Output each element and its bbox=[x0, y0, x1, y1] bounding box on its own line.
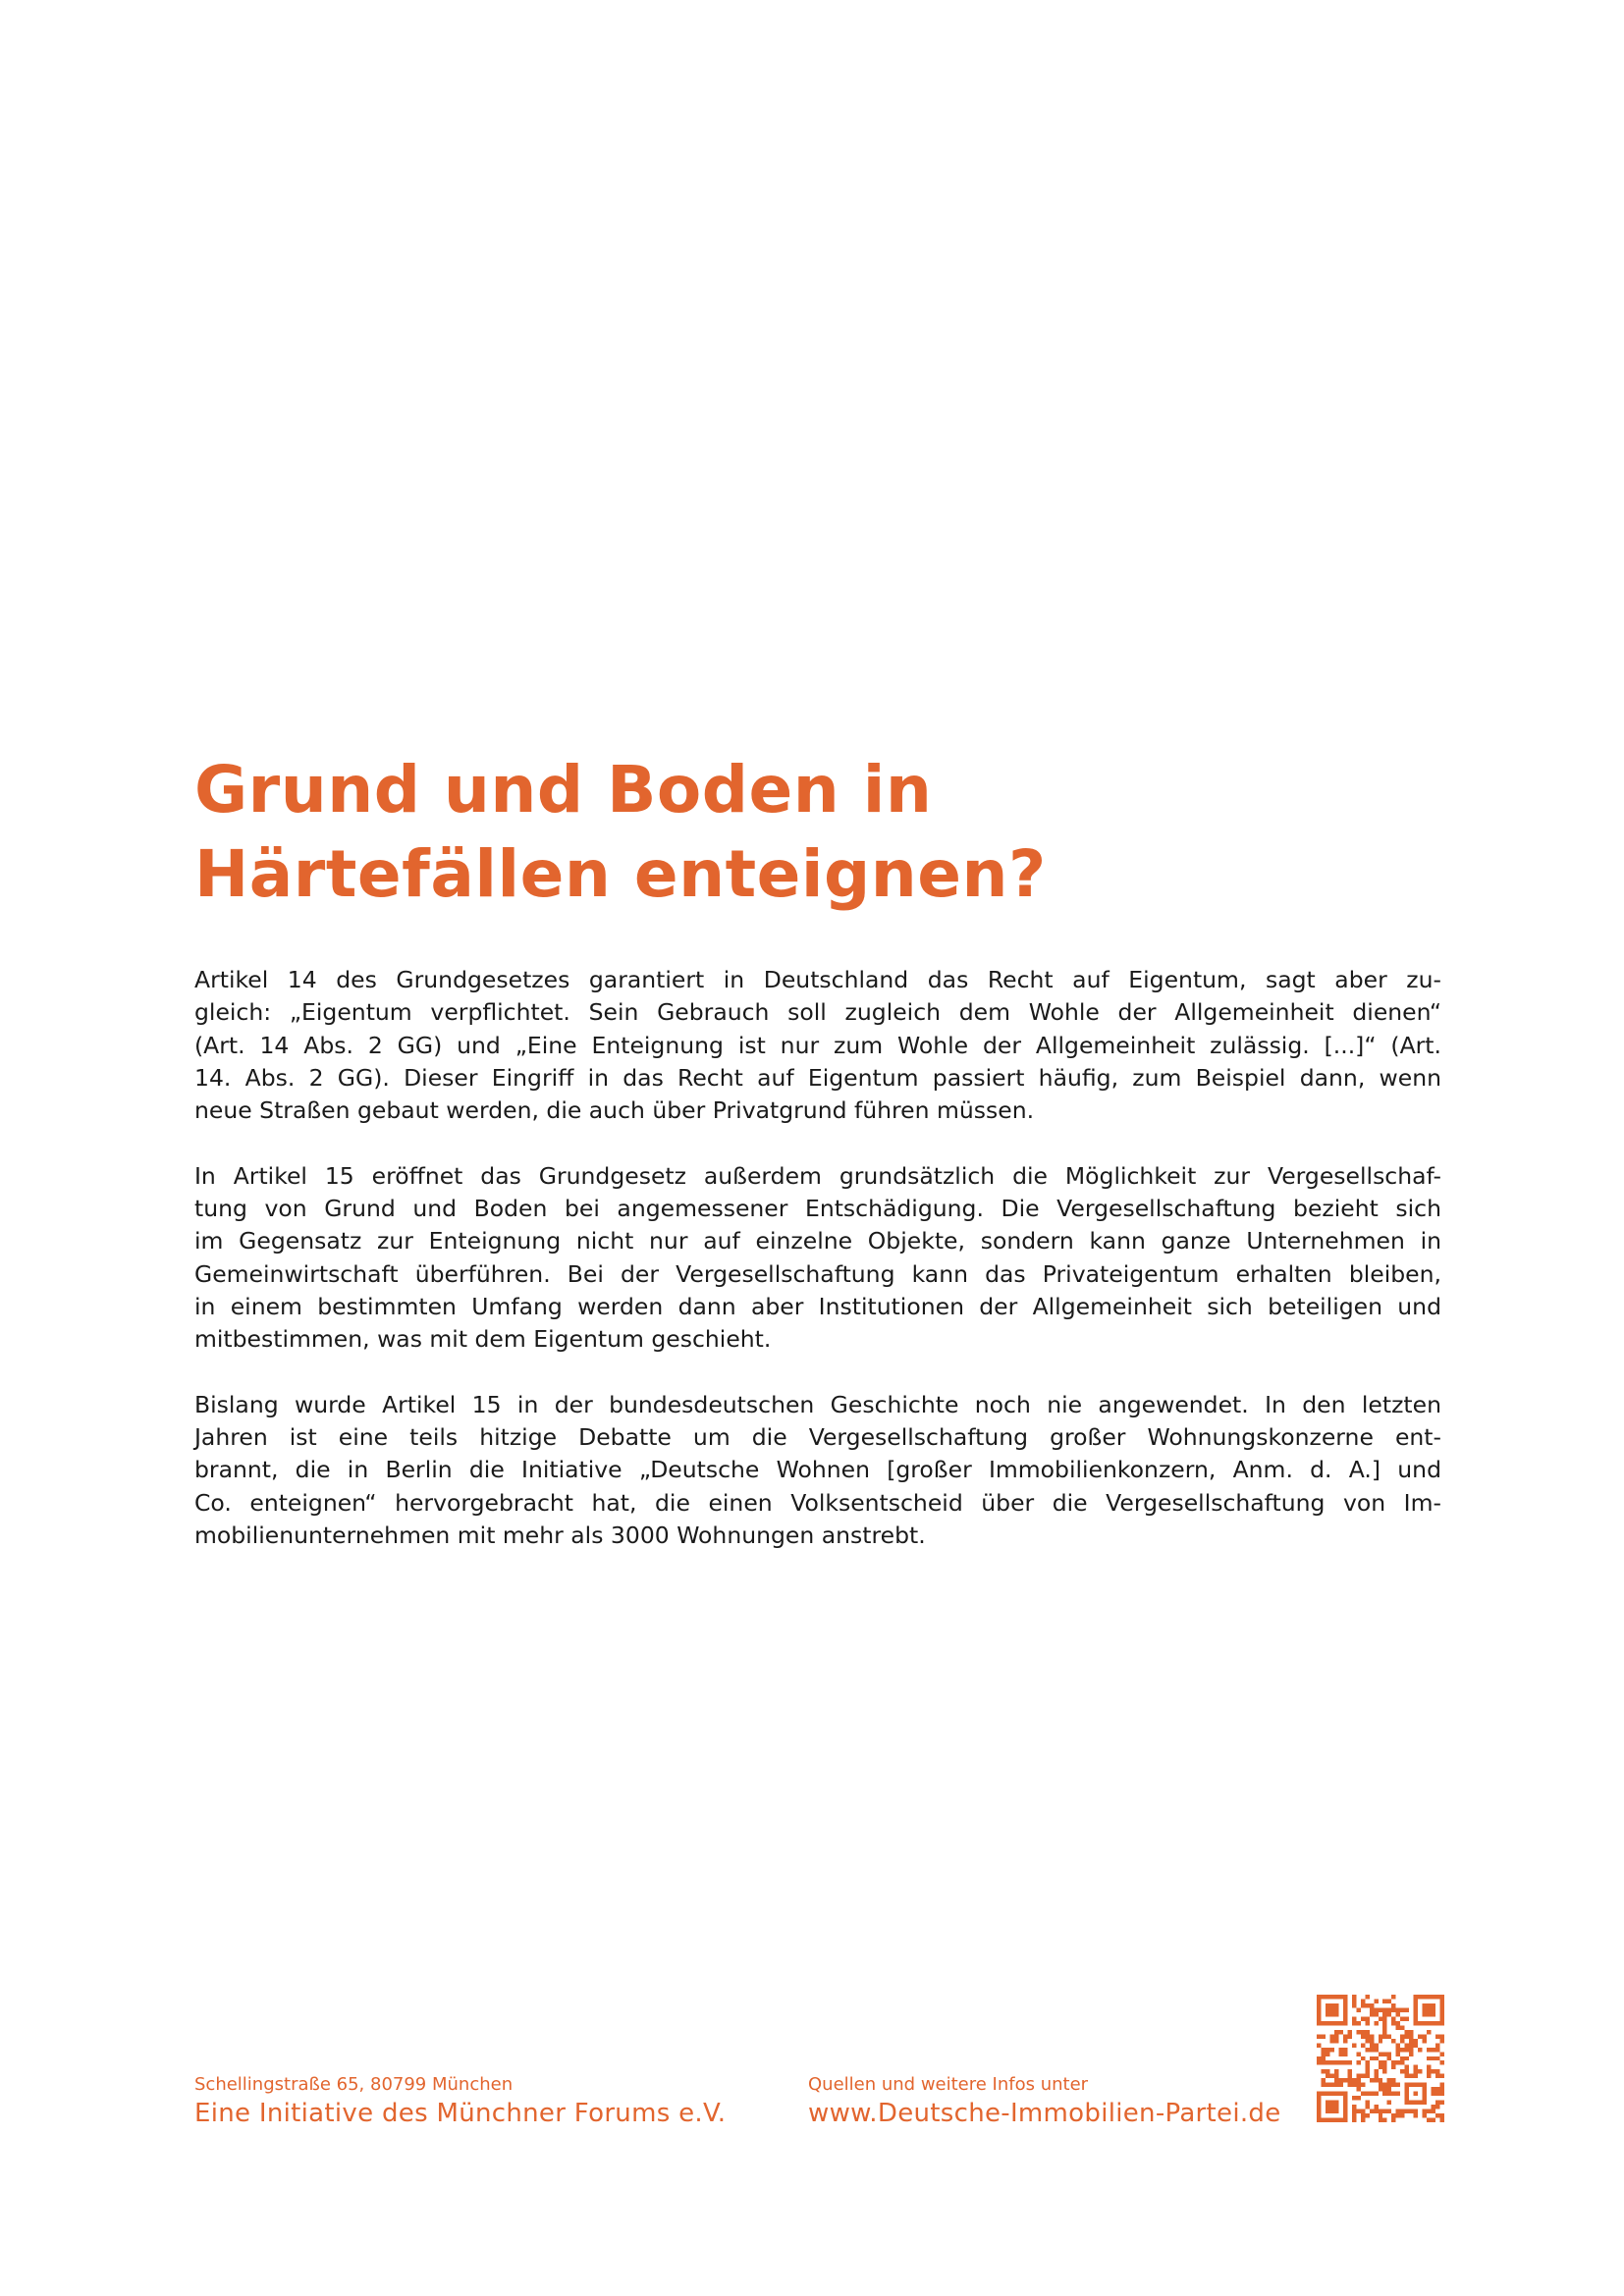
headline-line-2: Härtefällen enteignen? bbox=[194, 836, 1047, 912]
text-line: gleich: „Eigentum verpflichtet. Sein Gebrauch soll zugleich dem Wohle der Allgemeinheit dienen“ bbox=[194, 998, 1441, 1027]
paragraph-3 bbox=[194, 1389, 1441, 1552]
footer-sources-label: Quellen und weitere Infos unter bbox=[808, 2074, 1089, 2095]
footer-address-block bbox=[194, 2073, 726, 2130]
headline bbox=[194, 748, 1432, 917]
footer-website-link[interactable]: www.Deutsche-Immobilien-Partei.de bbox=[808, 2099, 1281, 2128]
text-line: (Art. 14 Abs. 2 GG) und „Eine Enteignung ist nur zum Wohle der Allgemeinheit zulässig. [...]“ (Art. bbox=[194, 1031, 1441, 1059]
text-line: neue Straßen gebaut werden, die auch über Privatgrund führen müssen. bbox=[194, 1096, 1035, 1125]
text-line: Gemeinwirtschaft überführen. Bei der Vergesellschaftung kann das Privateigentum erhalten bleiben, bbox=[194, 1259, 1441, 1288]
paragraph-2 bbox=[194, 1160, 1441, 1357]
body-text bbox=[194, 964, 1441, 1585]
paragraph-1 bbox=[194, 964, 1441, 1127]
text-line: mobilienunternehmen mit mehr als 3000 Wohnungen anstrebt. bbox=[194, 1522, 926, 1550]
text-line: mitbestimmen, was mit dem Eigentum geschieht. bbox=[194, 1325, 772, 1354]
text-line: Jahren ist eine teils hitzige Debatte um die Vergesellschaftung großer Wohnungskonzerne ent- bbox=[194, 1423, 1441, 1452]
text-line: Co. enteignen“ hervorgebracht hat, die einen Volksentscheid über die Vergesellschaftung von Im- bbox=[194, 1488, 1441, 1517]
text-line: Bislang wurde Artikel 15 in der bundesdeutschen Geschichte noch nie angewendet. In den letzten bbox=[194, 1390, 1441, 1418]
text-line: im Gegensatz zur Enteignung nicht nur auf einzelne Objekte, sondern kann ganze Unternehmen in bbox=[194, 1227, 1441, 1255]
text-line: In Artikel 15 eröffnet das Grundgesetz außerdem grundsätzlich die Möglichkeit zur Vergesellschaf- bbox=[194, 1161, 1441, 1190]
footer-initiative: Eine Initiative des Münchner Forums e.V. bbox=[194, 2099, 727, 2128]
text-line: tung von Grund und Boden bei angemessener Entschädigung. Die Vergesellschaftung bezieht sich bbox=[194, 1195, 1441, 1223]
text-line: in einem bestimmten Umfang werden dann aber Institutionen der Allgemeinheit sich beteiligen und bbox=[194, 1292, 1441, 1320]
footer-sources-block bbox=[808, 2073, 1281, 2130]
footer-address: Schellingstraße 65, 80799 München bbox=[194, 2074, 514, 2095]
text-line: 14. Abs. 2 GG). Dieser Eingriff in das Recht auf Eigentum passiert häufig, zum Beispiel dann, wenn bbox=[194, 1063, 1441, 1092]
text-line: Artikel 14 des Grundgesetzes garantiert in Deutschland das Recht auf Eigentum, sagt aber zu- bbox=[194, 966, 1441, 993]
text-line: brannt, die in Berlin die Initiative „Deutsche Wohnen [großer Immobilienkonzern, Anm. d. A.] und bbox=[194, 1456, 1441, 1484]
qr-code-icon[interactable] bbox=[1317, 1995, 1444, 2122]
headline-line-1: Grund und Boden in bbox=[194, 752, 933, 828]
